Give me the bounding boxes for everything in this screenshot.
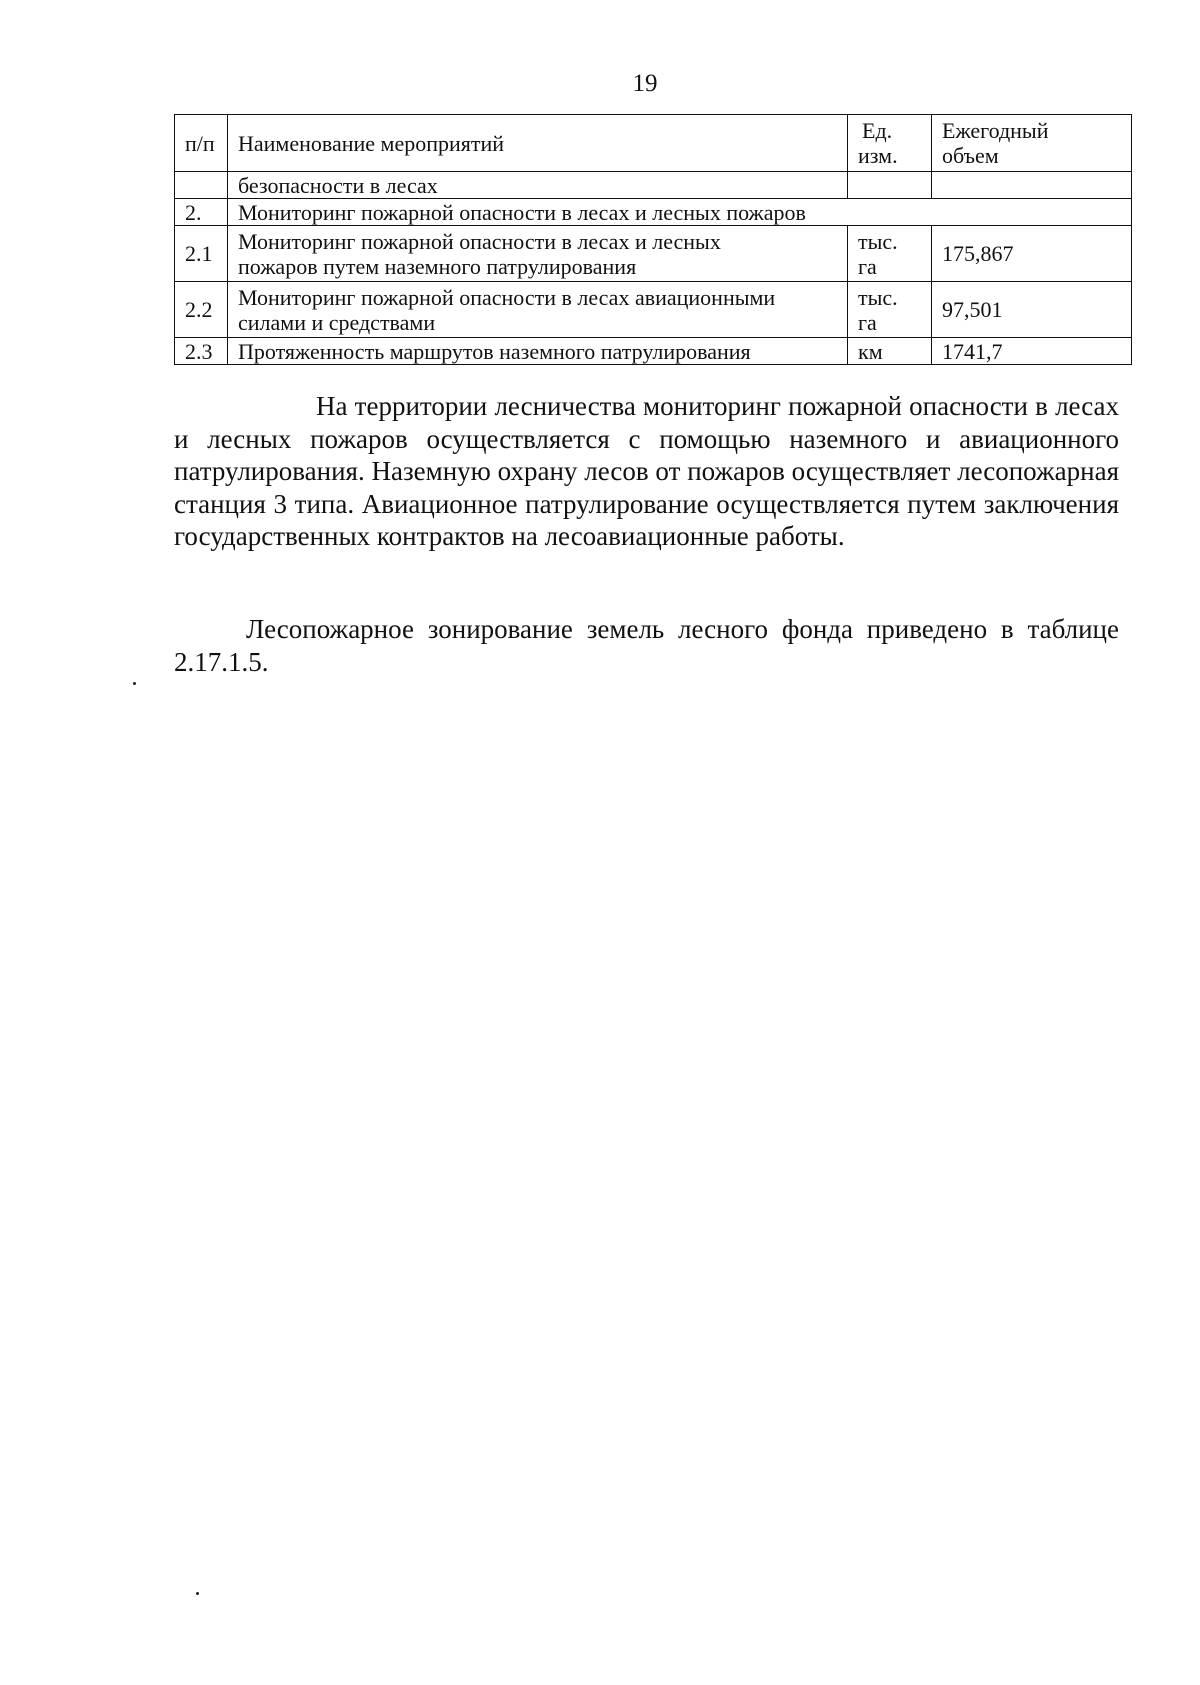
header-unit-line1: Ед. <box>862 118 893 143</box>
cell-num: 2.2 <box>175 282 228 338</box>
cell-name <box>228 226 848 282</box>
cell-num: 2. <box>175 199 228 226</box>
cell-volume: 97,501 <box>932 282 1132 338</box>
cell-unit-line2: га <box>858 309 877 335</box>
cell-num: 2.3 <box>175 338 228 365</box>
measures-table <box>174 114 1132 365</box>
table-row <box>175 226 1132 282</box>
cell-unit-line1: тыс. <box>858 284 898 310</box>
cell-num: 2.1 <box>175 226 228 282</box>
header-unit-line2: изм. <box>858 143 898 168</box>
header-volume <box>932 115 1132 172</box>
cell-unit-line1: тыс. <box>858 228 898 254</box>
body-paragraph-zoning: Лесопожарное зонирование земель лесного фонда приведено в таблице 2.17.1.5. <box>174 614 1119 677</box>
page-number: 19 <box>632 70 658 97</box>
cell-volume <box>932 172 1132 199</box>
cell-name <box>228 282 848 338</box>
cell-name-line2: пожаров путем наземного патрулирования <box>238 253 637 279</box>
cell-volume: 175,867 <box>932 226 1132 282</box>
cell-unit <box>848 172 932 199</box>
table-header-row <box>175 115 1132 172</box>
cell-name-line2: силами и средствами <box>238 309 436 335</box>
cell-volume: 1741,7 <box>932 338 1132 365</box>
cell-unit <box>848 226 932 282</box>
cell-continuation: безопасности в лесах <box>228 172 848 199</box>
body-paragraph-monitoring: На территории лесничества мониторинг пожарной опасности в лесах и лесных пожаров осуществляется с помощью наземного и авиационного патрулирования. Наземную охрану лесов от пожаров осуществляет лесопожарная станция 3 типа. Авиационное патрулирование осуществляется путем заключения государственных контрактов на лесоавиационные работы. <box>174 391 1119 551</box>
cell-unit <box>848 282 932 338</box>
header-volume-line2: объем <box>942 143 999 168</box>
table-row <box>175 338 1132 365</box>
table-row <box>175 172 1132 199</box>
header-unit <box>848 115 932 172</box>
cell-name-line1: Мониторинг пожарной опасности в лесах авиационными <box>238 284 776 310</box>
cell-unit: км <box>848 338 932 365</box>
cell-name: Протяженность маршрутов наземного патрулирования <box>228 338 848 365</box>
cell-section-title: Мониторинг пожарной опасности в лесах и лесных пожаров <box>228 199 1132 226</box>
cell-num <box>175 172 228 199</box>
cell-unit-line2: га <box>858 253 877 279</box>
header-num: п/п <box>175 115 228 172</box>
scan-speck <box>133 682 136 685</box>
table-row <box>175 282 1132 338</box>
header-volume-line1: Ежегодный <box>942 118 1049 143</box>
scan-speck <box>196 1592 199 1595</box>
cell-name-line1: Мониторинг пожарной опасности в лесах и лесных <box>238 228 721 254</box>
table-section-row <box>175 199 1132 226</box>
header-name: Наименование мероприятий <box>228 115 848 172</box>
